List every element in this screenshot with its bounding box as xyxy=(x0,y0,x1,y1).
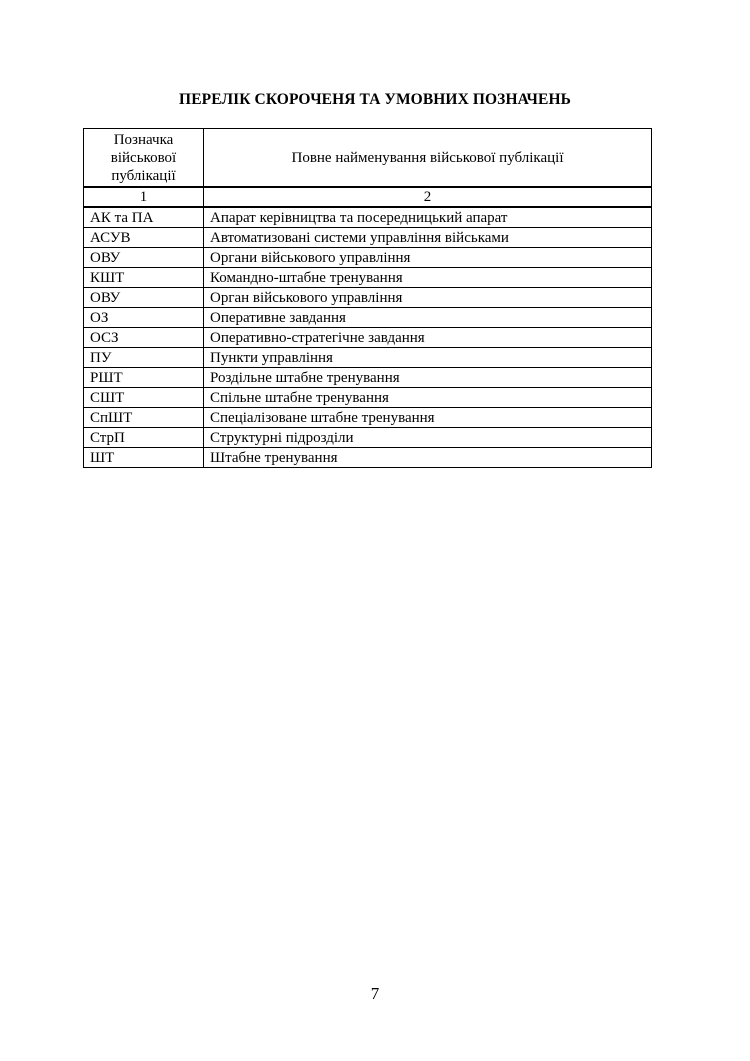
page-number: 7 xyxy=(370,984,380,1003)
table-row xyxy=(84,368,652,388)
column-numbering-row xyxy=(84,187,652,207)
table-row xyxy=(84,308,652,328)
abbreviation-cell: СпШТ xyxy=(84,408,204,428)
table-row xyxy=(84,348,652,368)
full-name-cell: Автоматизовані системи управління військами xyxy=(204,228,652,248)
full-name-cell: Штабне тренування xyxy=(204,448,652,468)
table-row xyxy=(84,408,652,428)
column-number-2: 2 xyxy=(204,187,652,207)
table-row xyxy=(84,328,652,348)
full-name-cell: Спільне штабне тренування xyxy=(204,388,652,408)
full-name-cell: Оперативне завдання xyxy=(204,308,652,328)
full-name-cell: Спеціалізоване штабне тренування xyxy=(204,408,652,428)
abbreviation-cell: СтрП xyxy=(84,428,204,448)
abbreviation-cell: СШТ xyxy=(84,388,204,408)
abbreviation-cell: АСУВ xyxy=(84,228,204,248)
full-name-cell: Пункти управління xyxy=(204,348,652,368)
abbreviation-cell: ОСЗ xyxy=(84,328,204,348)
table-row xyxy=(84,288,652,308)
full-name-cell: Апарат керівництва та посередницький апарат xyxy=(204,207,652,228)
header-full-name: Повне найменування військової публікації xyxy=(204,129,652,188)
full-name-cell: Органи військового управління xyxy=(204,248,652,268)
abbreviation-cell: КШТ xyxy=(84,268,204,288)
abbreviation-cell: ПУ xyxy=(84,348,204,368)
table-header-row xyxy=(84,129,652,188)
page-title: ПЕРЕЛІК СКОРОЧЕНЯ ТА УМОВНИХ ПОЗНАЧЕНЬ xyxy=(179,91,571,108)
table-row xyxy=(84,448,652,468)
abbreviation-cell: ОВУ xyxy=(84,288,204,308)
abbreviation-cell: РШТ xyxy=(84,368,204,388)
table-row xyxy=(84,248,652,268)
table-row xyxy=(84,388,652,408)
full-name-cell: Командно-штабне тренування xyxy=(204,268,652,288)
table-row xyxy=(84,228,652,248)
table-row xyxy=(84,207,652,228)
abbreviation-cell: ОЗ xyxy=(84,308,204,328)
abbreviation-cell: ОВУ xyxy=(84,248,204,268)
full-name-cell: Оперативно-стратегічне завдання xyxy=(204,328,652,348)
full-name-cell: Орган військового управління xyxy=(204,288,652,308)
column-number-1: 1 xyxy=(84,187,204,207)
header-abbreviation: Позначка військової публікації xyxy=(84,129,204,188)
abbreviation-cell: ШТ xyxy=(84,448,204,468)
abbreviations-table xyxy=(83,128,652,468)
full-name-cell: Роздільне штабне тренування xyxy=(204,368,652,388)
table-row xyxy=(84,428,652,448)
table-row xyxy=(84,268,652,288)
full-name-cell: Структурні підрозділи xyxy=(204,428,652,448)
abbreviation-cell: АК та ПА xyxy=(84,207,204,228)
